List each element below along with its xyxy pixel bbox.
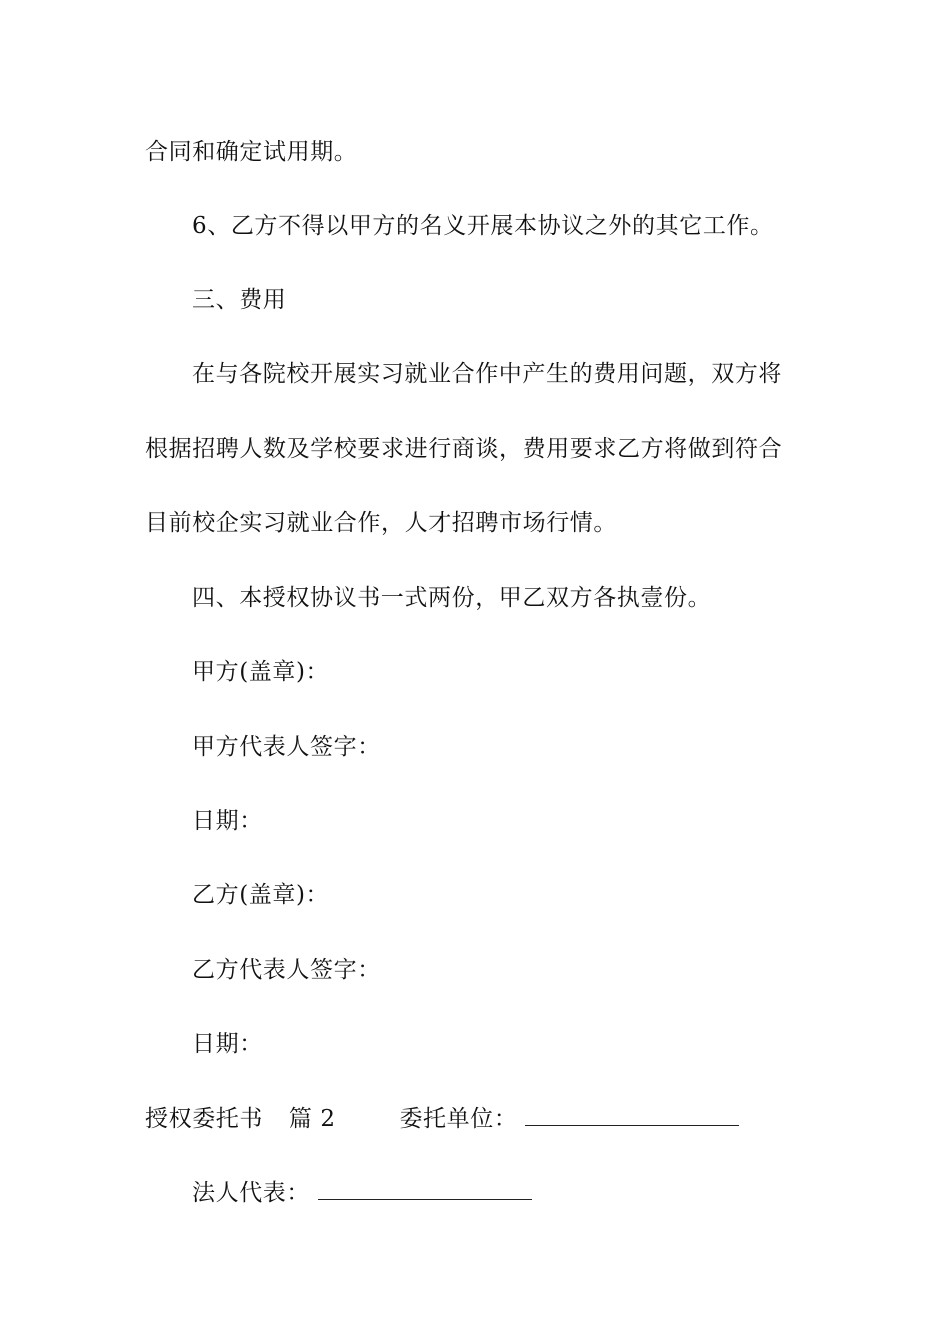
clause-6: 6、乙方不得以甲方的名义开展本协议之外的其它工作。 (192, 213, 774, 239)
paragraph-line: 在与各院校开展实习就业合作中产生的费用问题，双方将 (192, 361, 782, 387)
party-a-signature-label: 甲方代表人签字： (192, 734, 381, 760)
paragraph-line: 根据招聘人数及学校要求进行商谈，费用要求乙方将做到符合 (145, 436, 783, 462)
legal-rep-label: 法人代表： (192, 1180, 310, 1206)
party-b-date-label: 日期： (192, 1031, 263, 1057)
legal-rep-blank[interactable] (318, 1181, 532, 1200)
legal-rep-line (192, 1178, 862, 1208)
section2-header-line (145, 1104, 815, 1134)
paragraph-line: 目前校企实习就业合作，人才招聘市场行情。 (145, 510, 617, 536)
entrust-unit-label: 委托单位： (399, 1106, 518, 1132)
section2-title: 授权委托书 (145, 1106, 263, 1132)
section2-part: 篇 2 (288, 1106, 336, 1132)
section-four: 四、本授权协议书一式两份，甲乙双方各执壹份。 (192, 585, 712, 611)
party-b-signature-label: 乙方代表人签字： (192, 957, 381, 983)
section-heading-fees: 三、费用 (192, 287, 287, 313)
entrust-unit-blank[interactable] (525, 1107, 739, 1126)
party-a-seal-label: 甲方(盖章)： (192, 659, 330, 685)
party-a-date-label: 日期： (192, 808, 263, 834)
paragraph-line: 合同和确定试用期。 (145, 139, 358, 165)
party-b-seal-label: 乙方(盖章)： (192, 882, 330, 908)
